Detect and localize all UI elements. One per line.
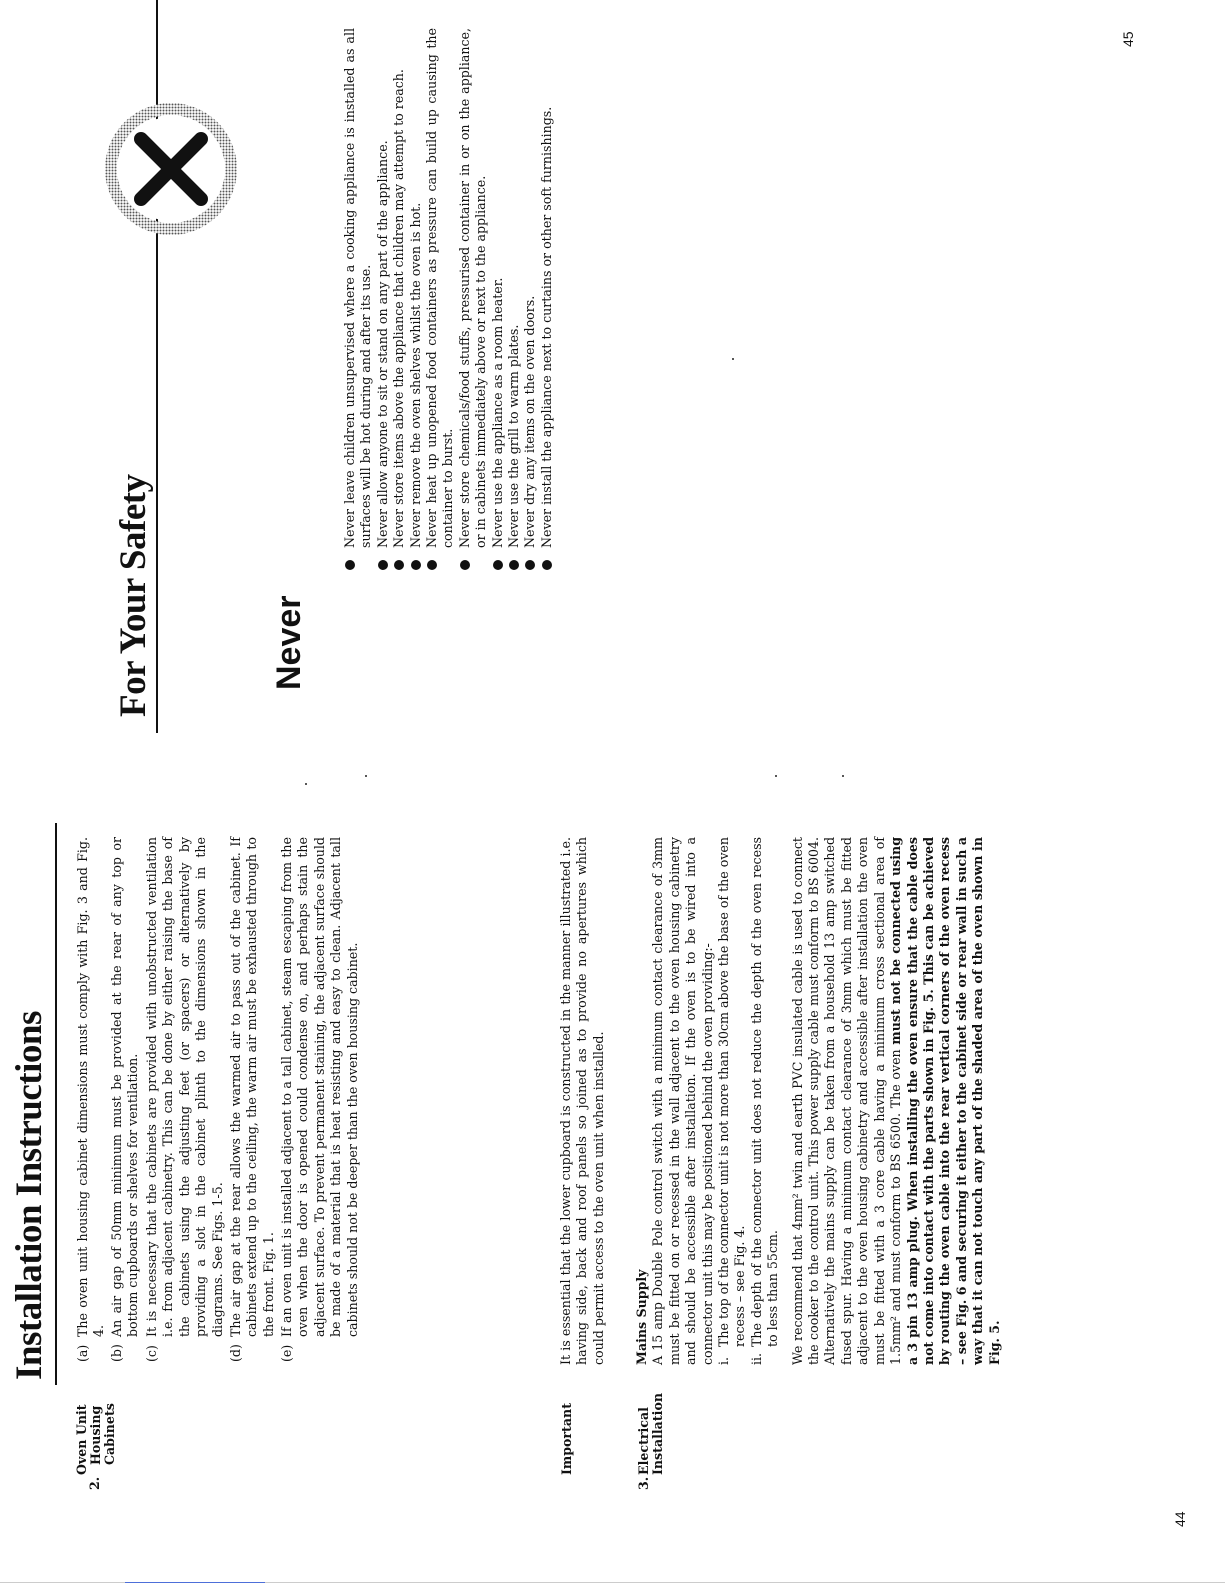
warning-text: Never store items above the appliance that children may attempt to reach.: [391, 69, 407, 548]
warning-item: [408, 28, 424, 548]
label-line: Electrical: [636, 1407, 651, 1475]
page-number-right: 45: [1120, 31, 1136, 47]
page-title: Installation Instructions: [9, 1011, 50, 1380]
proviso-ii: [749, 837, 782, 1365]
warning-text: Never dry any items on the oven doors.: [522, 295, 538, 548]
warning-item: [506, 28, 522, 548]
warning-text: Never store chemicals/food stuffs, pressurised container in or on the appliance, or in cabinets immediately above or next to the appliance.: [456, 28, 489, 548]
section-label-oven-unit: [75, 1375, 117, 1475]
item-key: (a): [75, 1344, 90, 1362]
item-key: (e): [279, 1344, 294, 1362]
item-e: [279, 837, 361, 1362]
item-text: The air gap at the rear allows the warmed air to pass out of the cabinet. If cabinets extend up to the ceiling, the warm air must be exhausted through to the front. Fig. 1.: [228, 837, 276, 1337]
electrical-body: [634, 837, 1003, 1365]
mains-supply-heading: Mains Supply: [634, 1269, 649, 1365]
warning-item: [522, 28, 538, 548]
important-text: It is essential that the lower cupboard is constructed in the manner illustrated i.e. having side, back and roof panels so joined as to provide no apertures which could permit access to the oven unit when installed.: [558, 837, 606, 1365]
item-a: [75, 837, 108, 1362]
page-number-left: 44: [1172, 1511, 1188, 1527]
proviso-key: ii.: [748, 1352, 764, 1365]
title-rule: [55, 823, 57, 1385]
section-number-2: 2.: [87, 1476, 102, 1490]
proviso-text: The depth of the connector unit does not reduce the depth of the oven recess to less than 55cm.: [748, 837, 781, 1347]
important-label: Important: [559, 1402, 574, 1475]
item-key: (d): [228, 1344, 243, 1362]
warning-text: Never heat up unopened food containers as pressure can build up causing the container to burst.: [424, 28, 456, 548]
warning-text: Never use the grill to warm plates.: [506, 324, 522, 548]
warning-text: Never leave children unsupervised where a cooking appliance is installed as all surfaces will be hot during and after its use.: [342, 28, 374, 548]
item-b: [109, 837, 142, 1362]
warning-text: Never use the appliance as a room heater.: [489, 277, 505, 548]
warning-item: [424, 28, 457, 548]
warning-item: [539, 28, 555, 548]
warning-list: [342, 28, 555, 548]
bottom-accent: [125, 1582, 265, 1583]
item-text: The oven unit housing cabinet dimensions must comply with Fig. 3 and Fig. 4.: [75, 837, 107, 1337]
bullet-dot: [542, 560, 552, 570]
warning-item: [490, 28, 506, 548]
proviso-i: [716, 837, 749, 1365]
warning-item: [342, 28, 375, 548]
warning-item: [457, 28, 490, 548]
proviso-key: i.: [716, 1356, 732, 1365]
bullet-dot: [427, 560, 437, 570]
label-line: Cabinets: [102, 1403, 117, 1465]
warning-item: [375, 28, 391, 548]
bullet-dot: [394, 560, 404, 570]
label-line: Installation: [650, 1392, 665, 1475]
bullet-dot: [509, 560, 519, 570]
label-line: Housing: [88, 1405, 103, 1465]
item-c: [144, 837, 226, 1362]
bullet-dot: [525, 560, 535, 570]
label-line: Oven Unit: [74, 1404, 89, 1475]
warning-text: Never install the appliance next to curtains or other soft furnishings.: [538, 106, 554, 548]
cable-bold-text: must not be connected using a 3 pin 13 amp plug. When installing the oven ensure that the cable does not come into contact with the parts shown in Fig. 5. This can be achieved by routing the oven cable into the rear vertical corners of the oven recess – see Fig. 6 and securing it either to the cabinet side or rear wall in such a way that it can not touch any part of the shaded area of the oven shown in Fig. 5.: [888, 836, 1002, 1365]
warning-x-icon: [105, 103, 237, 235]
item-text: If an oven unit is installed adjacent to a tall cabinet, steam escaping from the oven when the door is opened could condense on, and perhaps stain the adjacent surface. To prevent permanent staining, the adjacent surface should be made of a material that is heat resisting and easy to clean. Adjacent tall cabinets should not be deeper than the oven housing cabinet.: [279, 837, 360, 1337]
bullet-dot: [345, 560, 355, 570]
never-label: Never: [270, 595, 308, 690]
cable-text: We recommend that 4mm² twin and earth PVC insulated cable is used to connect the cooker to the control unit. This power supply cable must conform to BS 6004. Alternatively the mains supply can be taken from a household 13 amp switched fused spur. Having a minimum contact clearance of 3mm which must be fitted adjacent to the oven housing cabinetry and accessible after installation the oven must be fitted with a 3 core cable having a minimum cross sectional area of 1.5mm² and must conform to BS 6500. The oven: [789, 837, 904, 1365]
item-key: (c): [144, 1345, 159, 1362]
left-page: [0, 805, 1225, 1585]
proviso-text: The top of the connector unit is not more than 30cm above the base of the oven recess – see Fig. 4.: [716, 837, 748, 1347]
bullet-dot: [460, 560, 470, 570]
warning-text: Never allow anyone to sit or stand on any part of the appliance.: [374, 140, 390, 548]
item-text: It is necessary that the cabinets are provided with unobstructed ventilation i.e. from adjacent cabinetry. This can be done by either raising the base of the cabinets using the adjusting feet (or spacers) or alternatively by providing a slot in the cabinet plinth to the dimensions shown in the diagrams. See Figs. 1-5.: [144, 837, 225, 1337]
cable-paragraph: [790, 837, 1003, 1365]
item-d: [228, 837, 277, 1362]
section-label-electrical: [637, 1365, 665, 1475]
bullet-dot: [411, 560, 421, 570]
page-title: For Your Safety: [113, 474, 154, 717]
bullet-dot: [378, 560, 388, 570]
section-number-3: 3.: [636, 1476, 651, 1490]
warning-text: Never remove the oven shelves whilst the oven is hot.: [407, 202, 423, 548]
item-text: An air gap of 50mm minimum must be provided at the rear of any top or bottom cupboards or shelves for ventilation.: [109, 837, 141, 1337]
item-key: (b): [109, 1344, 124, 1362]
warning-item: [391, 28, 407, 548]
bullet-dot: [493, 560, 503, 570]
mains-supply-text: A 15 amp Double Pole control switch with a minimum contact clearance of 3mm must be fitted on or recessed in the wall adjacent to the oven housing cabinetry and should be accessible after installation. If the oven is to be wired into a connector unit this may be positioned behind the oven providing:-: [650, 837, 715, 1365]
